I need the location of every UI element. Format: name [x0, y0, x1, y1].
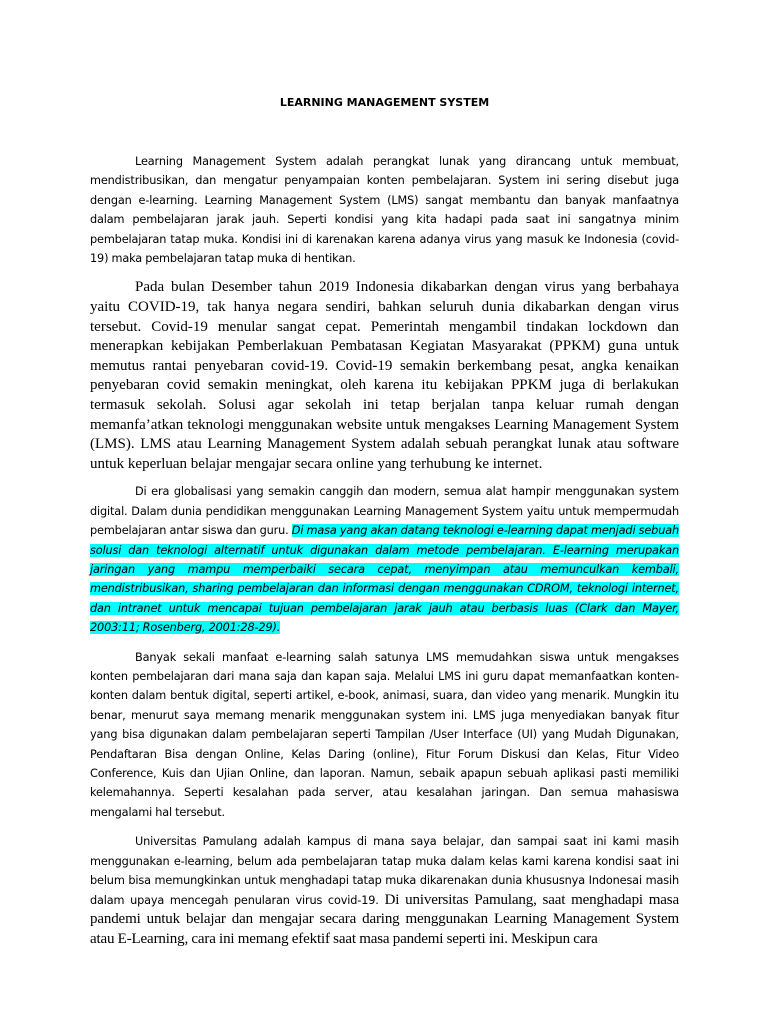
- highlighted-citation: Di masa yang akan datang teknologi e-learning dapat menjadi sebuah solusi dan teknologi alternatif untuk digunakan dalam metode pembelajaran. E-learning merupakan jaringan yang mampu memperbaiki secara cepat, menyimpan atau memunculkan kembali, mendistribusikan, sharing pembelajaran dan informasi dengan menggunakan CDROM, teknologi internet, dan intranet untuk mencapai tujuan pembelajaran jarak jauh atau berbasis luas (Clark dan Mayer, 2003:11; Rosenberg, 2001:28-29).: [90, 524, 679, 635]
- paragraph-universitas-pamulang-text: Universitas Pamulang adalah kampus di mana saya belajar, dan sampai saat ini kami masih menggunakan e-learning, belum ada pembelajaran tatap muka dalam kelas kami karena kondisi saat ini belum bisa memungkinkan untuk menghadapi tatap muka dikarenakan dunia khususnya Indonesai masih dalam upaya mencegah penularan virus covid-19.: [90, 835, 679, 907]
- paragraph-universitas-pamulang: [90, 832, 679, 949]
- paragraph-universitas-pamulang-continuation: Di universitas Pamulang, saat menghadapi masa pandemi untuk belajar dan mengajar secara daring menggunakan Learning Management System atau E-Learning, cara ini memang efektif saat masa pandemi seperti ini. Meskipun cara: [90, 891, 680, 947]
- document-title: LEARNING MANAGEMENT SYSTEM: [279, 96, 490, 109]
- paragraph-covid-background: Pada bulan Desember tahun 2019 Indonesia dikabarkan dengan virus yang berbahaya yaitu COVID-19, tak hanya negara sendiri, bahkan seluruh dunia dikabarkan dengan virus tersebut. Covid-19 menular sangat cepat. Pemerintah mengambil tindakan lockdown dan menerapkan kebijakan Pemberlakuan Pembatasan Kegiatan Masyarakat (PPKM) guna untuk memutus rantai penyebaran covid-19. Covid-19 semakin berkembang pesat, angka kenaikan penyebaran covid semakin meningkat, oleh karena itu kebijakan PPKM juga di berlakukan termasuk sekolah. Solusi agar sekolah ini tetap berjalan tanpa keluar rumah dengan memanfa’atkan teknologi menggunakan website untuk mengakses Learning Management System (LMS). LMS atau Learning Management System adalah sebuah perangkat lunak atau software untuk keperluan belajar mengajar secara online yang terhubung ke internet.: [90, 279, 679, 472]
- paragraph-lms-definition: Learning Management System adalah perangkat lunak yang dirancang untuk membuat, mendistribusikan, dan mengatur penyampaian konten pembelajaran. System ini sering disebut juga dengan e-learning. Learning Management System (LMS) sangat membantu dan banyak manfaatnya dalam pembelajaran jarak jauh. Seperti kondisi yang kita hadapi pada saat ini sangatnya minim pembelajaran tatap muka. Kondisi ini di karenakan karena adanya virus yang masuk ke Indonesia (covid-19) maka pembelajaran tatap muka di hentikan.: [90, 155, 679, 266]
- paragraph-digital-era-text: Di era globalisasi yang semakin canggih dan modern, semua alat hampir menggunakan system digital. Dalam dunia pendidikan menggunakan Learning Management System yaitu untuk mempermudah pembelajaran antar siswa dan guru.: [90, 485, 679, 538]
- document-page: [90, 96, 679, 949]
- paragraph-lms-benefits: Banyak sekali manfaat e-learning salah satunya LMS memudahkan siswa untuk mengakses konten pembelajaran dari mana saja dan kapan saja. Melalui LMS ini guru dapat memanfaatkan konten-konten dalam bentuk digital, seperti artikel, e-book, animasi, suara, dan video yang menarik. Mungkin itu benar, menurut saya memang menarik menggunakan system ini. LMS juga menyediakan banyak fitur yang bisa digunakan dalam pembelajaran seperti Tampilan /User Interface (UI) yang Mudah Digunakan, Pendaftaran Bisa dengan Online, Kelas Daring (online), Fitur Forum Diskusi dan Kelas, Fitur Video Conference, Kuis dan Ujian Online, dan laporan. Namun, sebaik apapun sebuah aplikasi pasti memiliki kelemahannya. Seperti kesalahan pada server, atau kesalahan jaringan. Dan semua mahasiswa mengalami hal tersebut.: [90, 650, 679, 819]
- paragraph-digital-era: [90, 482, 679, 637]
